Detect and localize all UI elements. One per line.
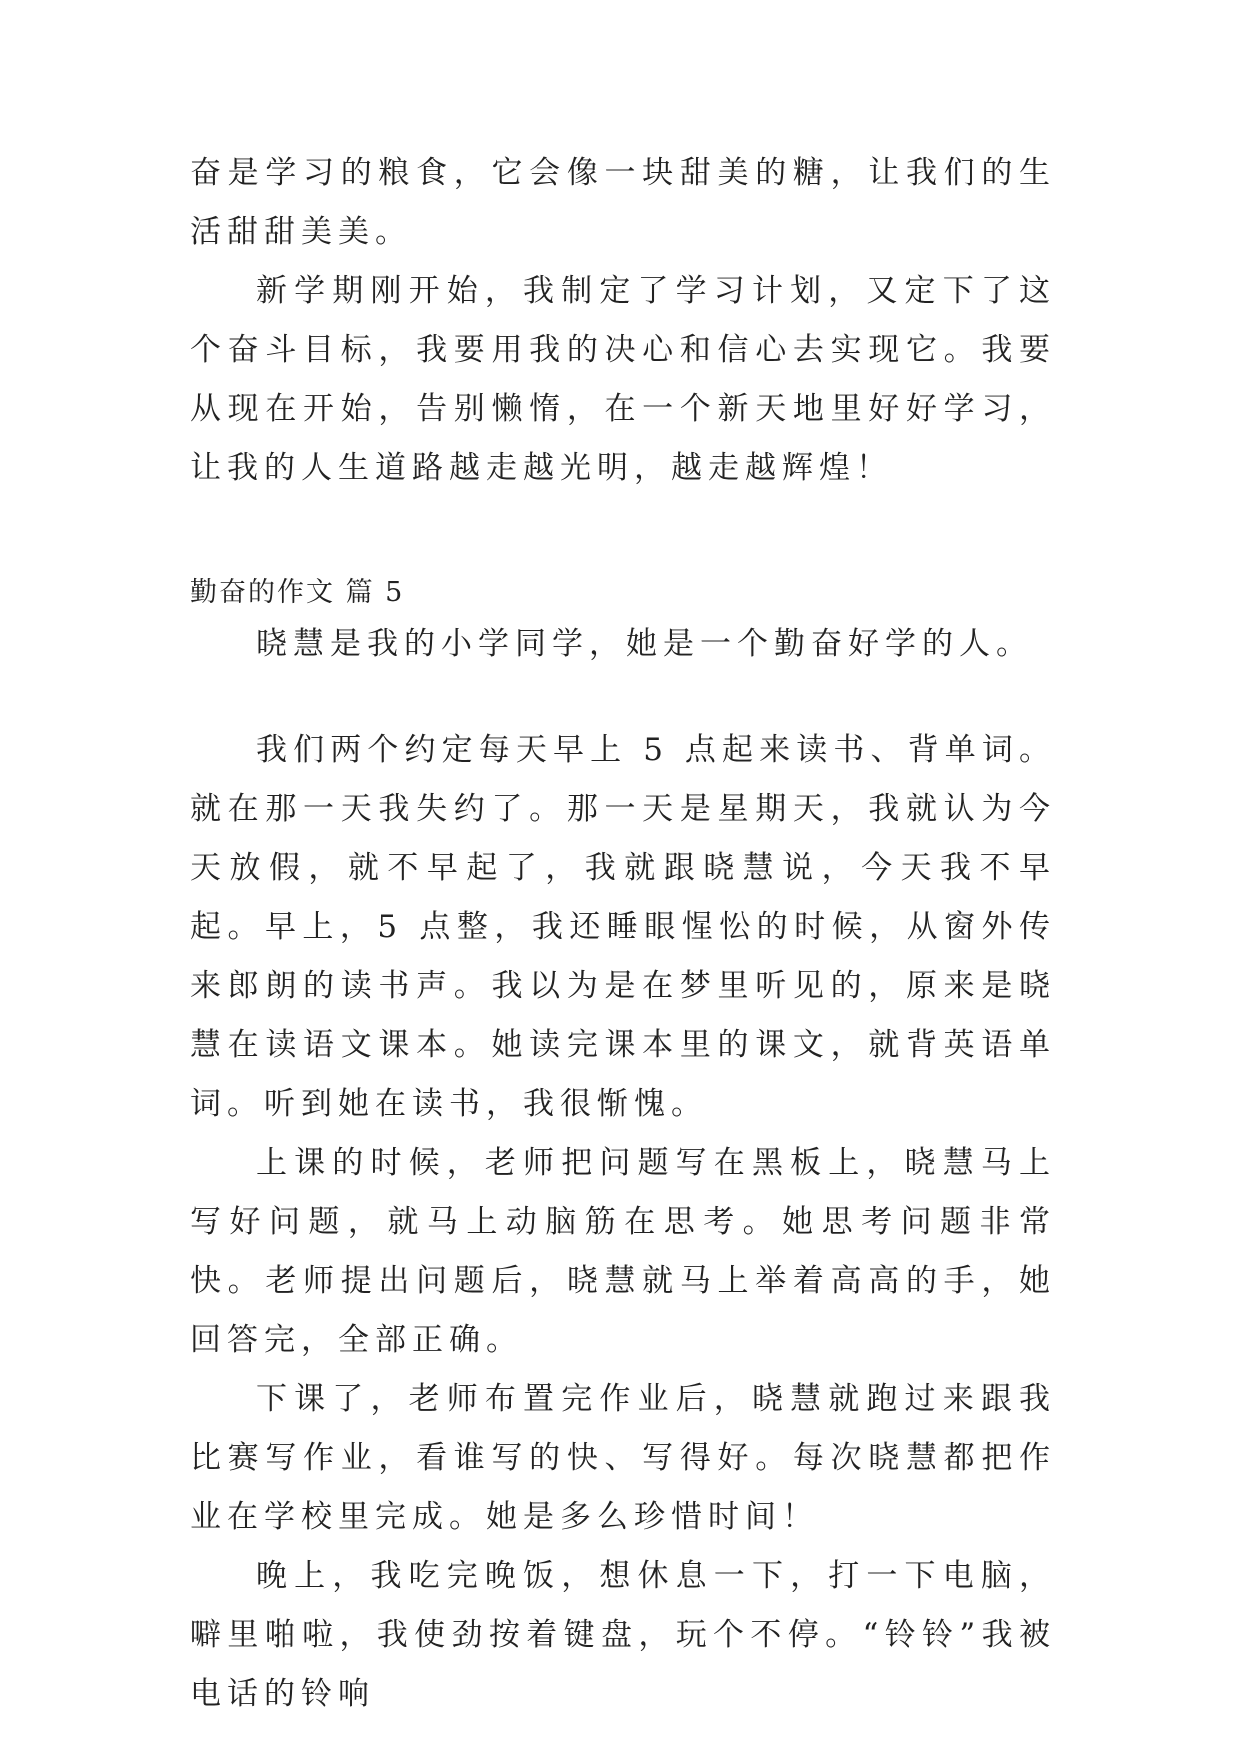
paragraph-class: 上课的时候，老师把问题写在黑板上，晓慧马上写好问题，就马上动脑筋在思考。她思考问题非常快。老师提出问题后，晓慧就马上举着高高的手，她回答完，全部正确。 — [190, 1145, 1056, 1358]
paragraph-homework: 下课了，老师布置完作业后，晓慧就跑过来跟我比赛写作业，看谁写的快、写得好。每次晓慧都把作业在学校里完成。她是多么珍惜时间！ — [190, 1381, 1056, 1535]
paragraph-new-term: 新学期刚开始，我制定了学习计划，又定下了这个奋斗目标，我要用我的决心和信心去实现它。我要从现在开始，告别懒惰，在一个新天地里好好学习，让我的人生道路越走越光明，越走越辉煌！ — [190, 273, 1056, 486]
paragraph-morning: 我们两个约定每天早上 5 点起来读书、背单词。就在那一天我失约了。那一天是星期天，我就认为今天放假，就不早起了，我就跟晓慧说，今天我不早起。早上，5 点整，我还睡眼惺忪的时候，从窗外传来郎朗的读书声。我以为是在梦里听见的，原来是晓慧在读语文课本。她读完课本里的课文，就背英语单词。听到她在读书，我很惭愧。 — [190, 732, 1056, 1122]
paragraph-intro: 晓慧是我的小学同学，她是一个勤奋好学的人。 — [256, 626, 1033, 662]
paragraph-evening: 晚上，我吃完晚饭，想休息一下，打一下电脑，噼里啪啦，我使劲按着键盘，玩个不停。“铃铃”我被电话的铃响 — [190, 1558, 1056, 1712]
text-block-main — [190, 721, 1056, 1724]
text-block-top — [190, 144, 1056, 498]
paragraph-continuation: 奋是学习的粮食，它会像一块甜美的糖，让我们的生活甜甜美美。 — [190, 155, 1056, 250]
section-heading: 勤奋的作文 篇 5 — [190, 577, 405, 608]
text-block-intro — [190, 615, 1056, 674]
